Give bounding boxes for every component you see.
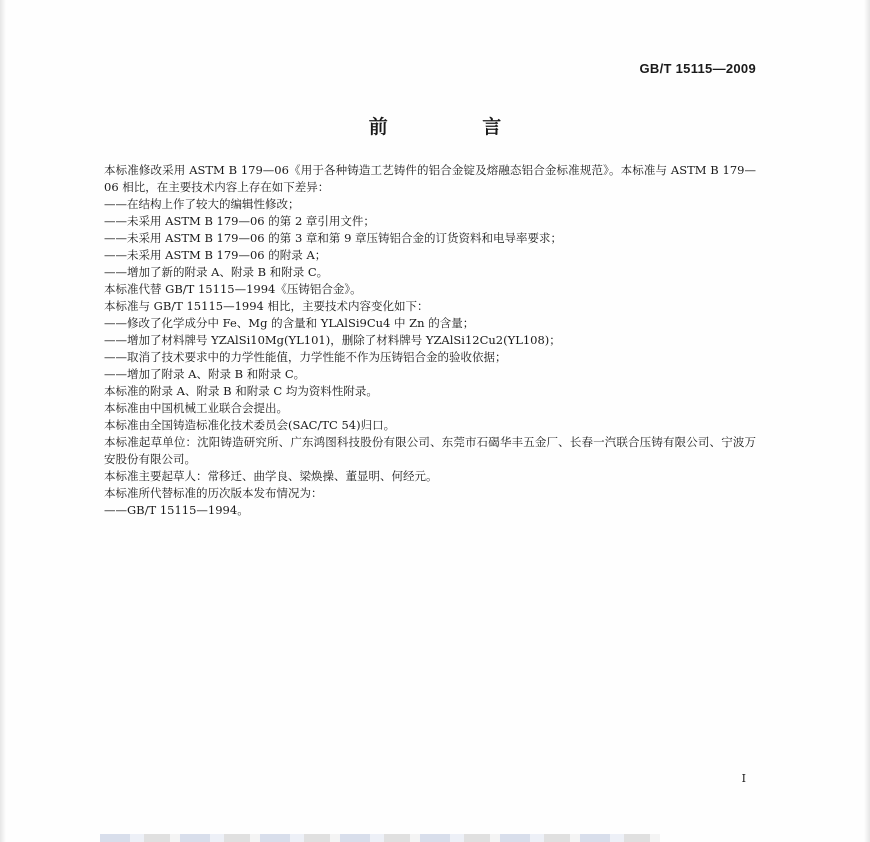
list-item-chapter3-9: ——未采用 ASTM B 179—06 的第 3 章和第 9 章压铸铝合金的订货资料和电导率要求；	[104, 231, 563, 245]
list-item-structure: ——在结构上作了较大的编辑性修改；	[104, 197, 300, 211]
paragraph-centralized-by: 本标准由全国铸造标准化技术委员会(SAC/TC 54)归口。	[104, 418, 396, 432]
paragraph-informative: 本标准的附录 A、附录 B 和附录 C 均为资料性附录。	[104, 384, 378, 398]
list-item-appendix-a: ——未采用 ASTM B 179—06 的附录 A；	[104, 248, 327, 262]
list-item-grades: ——增加了材料牌号 YZAlSi10Mg(YL101)，删除了材料牌号 YZAlSi12Cu2(YL108)；	[104, 333, 561, 347]
paragraph-adoption: 本标准修改采用 ASTM B 179—06《用于各种铸造工艺铸件的铝合金锭及熔融态铝合金标准规范》。本标准与 ASTM B 179—06 相比，在主要技术内容上存在如下差异：	[104, 163, 756, 194]
page-title: 前 言	[368, 116, 546, 138]
paragraph-history: 本标准所代替标准的历次版本发布情况为：	[104, 486, 323, 500]
list-item-previous-edition: ——GB/T 15115—1994。	[104, 503, 249, 517]
scan-artifact	[100, 834, 660, 842]
standard-code-header: GB/T 15115—2009	[639, 61, 756, 76]
paragraph-drafting-units: 本标准起草单位：沈阳铸造研究所、广东鸿图科技股份有限公司、东莞市石碣华丰五金厂、长春一汽联合压铸有限公司、宁波万安股份有限公司。	[104, 435, 756, 466]
paragraph-proposed-by: 本标准由中国机械工业联合会提出。	[104, 401, 288, 415]
paragraph-drafters: 本标准主要起草人：常移迁、曲学良、梁焕操、董显明、何经元。	[104, 469, 438, 483]
list-item-new-appendices: ——增加了新的附录 A、附录 B 和附录 C。	[104, 265, 329, 279]
list-item-composition: ——修改了化学成分中 Fe、Mg 的含量和 YLAlSi9Cu4 中 Zn 的含量；	[104, 316, 475, 330]
paragraph-replaces: 本标准代替 GB/T 15115—1994《压铸铝合金》。	[104, 282, 362, 296]
page-number: I	[741, 772, 746, 785]
list-item-appendices-added: ——增加了附录 A、附录 B 和附录 C。	[104, 367, 306, 381]
paragraph-changes: 本标准与 GB/T 15115—1994 相比，主要技术内容变化如下：	[104, 299, 429, 313]
list-item-chapter2: ——未采用 ASTM B 179—06 的第 2 章引用文件；	[104, 214, 375, 228]
list-item-mechanical: ——取消了技术要求中的力学性能值，力学性能不作为压铸铝合金的验收依据；	[104, 350, 507, 364]
foreword-body	[80, 162, 756, 519]
